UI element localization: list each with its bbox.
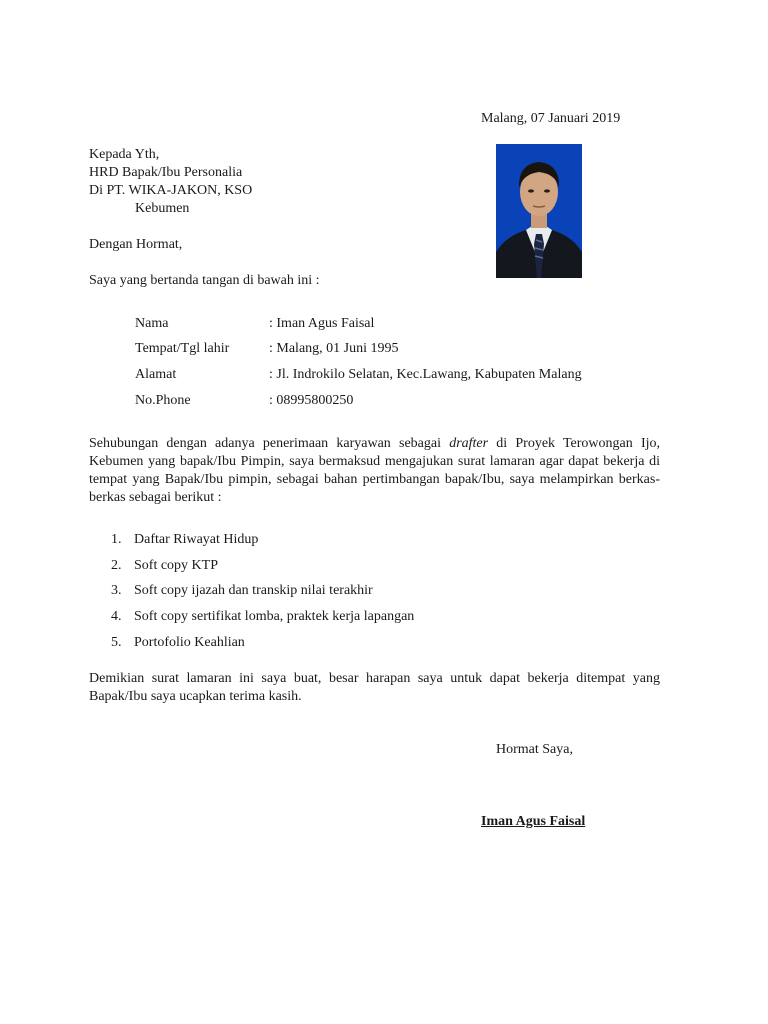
recipient-line-2: HRD Bapak/Ibu Personalia [89, 165, 243, 180]
list-text: Soft copy sertifikat lomba, praktek kerja lapangan [134, 609, 415, 625]
list-item [89, 634, 414, 660]
body-paragraph [89, 435, 660, 507]
attachment-list [89, 531, 414, 659]
list-text: Daftar Riwayat Hidup [134, 532, 259, 547]
detail-label: Alamat [135, 367, 177, 382]
list-number: 1. [111, 532, 122, 547]
closing-paragraph: Demikian surat lamaran ini saya buat, besar harapan saya untuk dapat bekerja ditempat yang Bapak/Ibu saya ucapkan terima kasih. [89, 671, 660, 704]
body-text-italic: drafter [449, 436, 489, 451]
date-line: Malang, 07 Januari 2019 [481, 111, 621, 126]
detail-value: : Malang, 01 Juni 1995 [269, 341, 399, 356]
detail-value: : Jl. Indrokilo Selatan, Kec.Lawang, Kabupaten Malang [269, 367, 582, 382]
detail-value: : Iman Agus Faisal [269, 316, 375, 331]
recipient-line-3: Di PT. WIKA-JAKON, KSO [89, 183, 253, 198]
salutation: Dengan Hormat, [89, 237, 183, 252]
list-text: Soft copy ijazah dan transkip nilai terakhir [134, 583, 373, 599]
body-text-part-2: di Proyek Terowongan Ijo, Kebumen yang bapak/Ibu Pimpin, saya bermaksud mengajukan surat lamaran agar dapat bekerja di tempat yang Bapak/Ibu pimpin, sebagai bahan pertimbangan bapak/Ibu, saya melampirkan berkas-berkas sebagai berikut : [89, 436, 661, 505]
detail-label: No.Phone [135, 393, 191, 408]
signoff: Hormat Saya, [496, 742, 573, 757]
signature-name: Iman Agus Faisal [481, 814, 586, 829]
detail-value: : 08995800250 [269, 393, 354, 408]
list-number: 3. [111, 583, 122, 599]
intro-text: Saya yang bertanda tangan di bawah ini : [89, 273, 320, 288]
list-item [89, 582, 414, 608]
list-item [89, 531, 414, 557]
list-number: 5. [111, 634, 122, 650]
portrait-image [496, 144, 582, 278]
detail-label: Nama [135, 316, 169, 331]
detail-label: Tempat/Tgl lahir [135, 341, 230, 356]
list-number: 2. [111, 557, 122, 573]
list-text: Portofolio Keahlian [134, 634, 245, 650]
applicant-photo [496, 144, 582, 278]
body-text-part-1: Sehubungan dengan adanya penerimaan karyawan sebagai [89, 436, 450, 451]
list-text: Soft copy KTP [134, 557, 218, 573]
list-item [89, 557, 414, 583]
list-item [89, 608, 414, 634]
list-number: 4. [111, 609, 122, 625]
recipient-line-4: Kebumen [135, 201, 190, 216]
recipient-line-1: Kepada Yth, [89, 147, 160, 162]
